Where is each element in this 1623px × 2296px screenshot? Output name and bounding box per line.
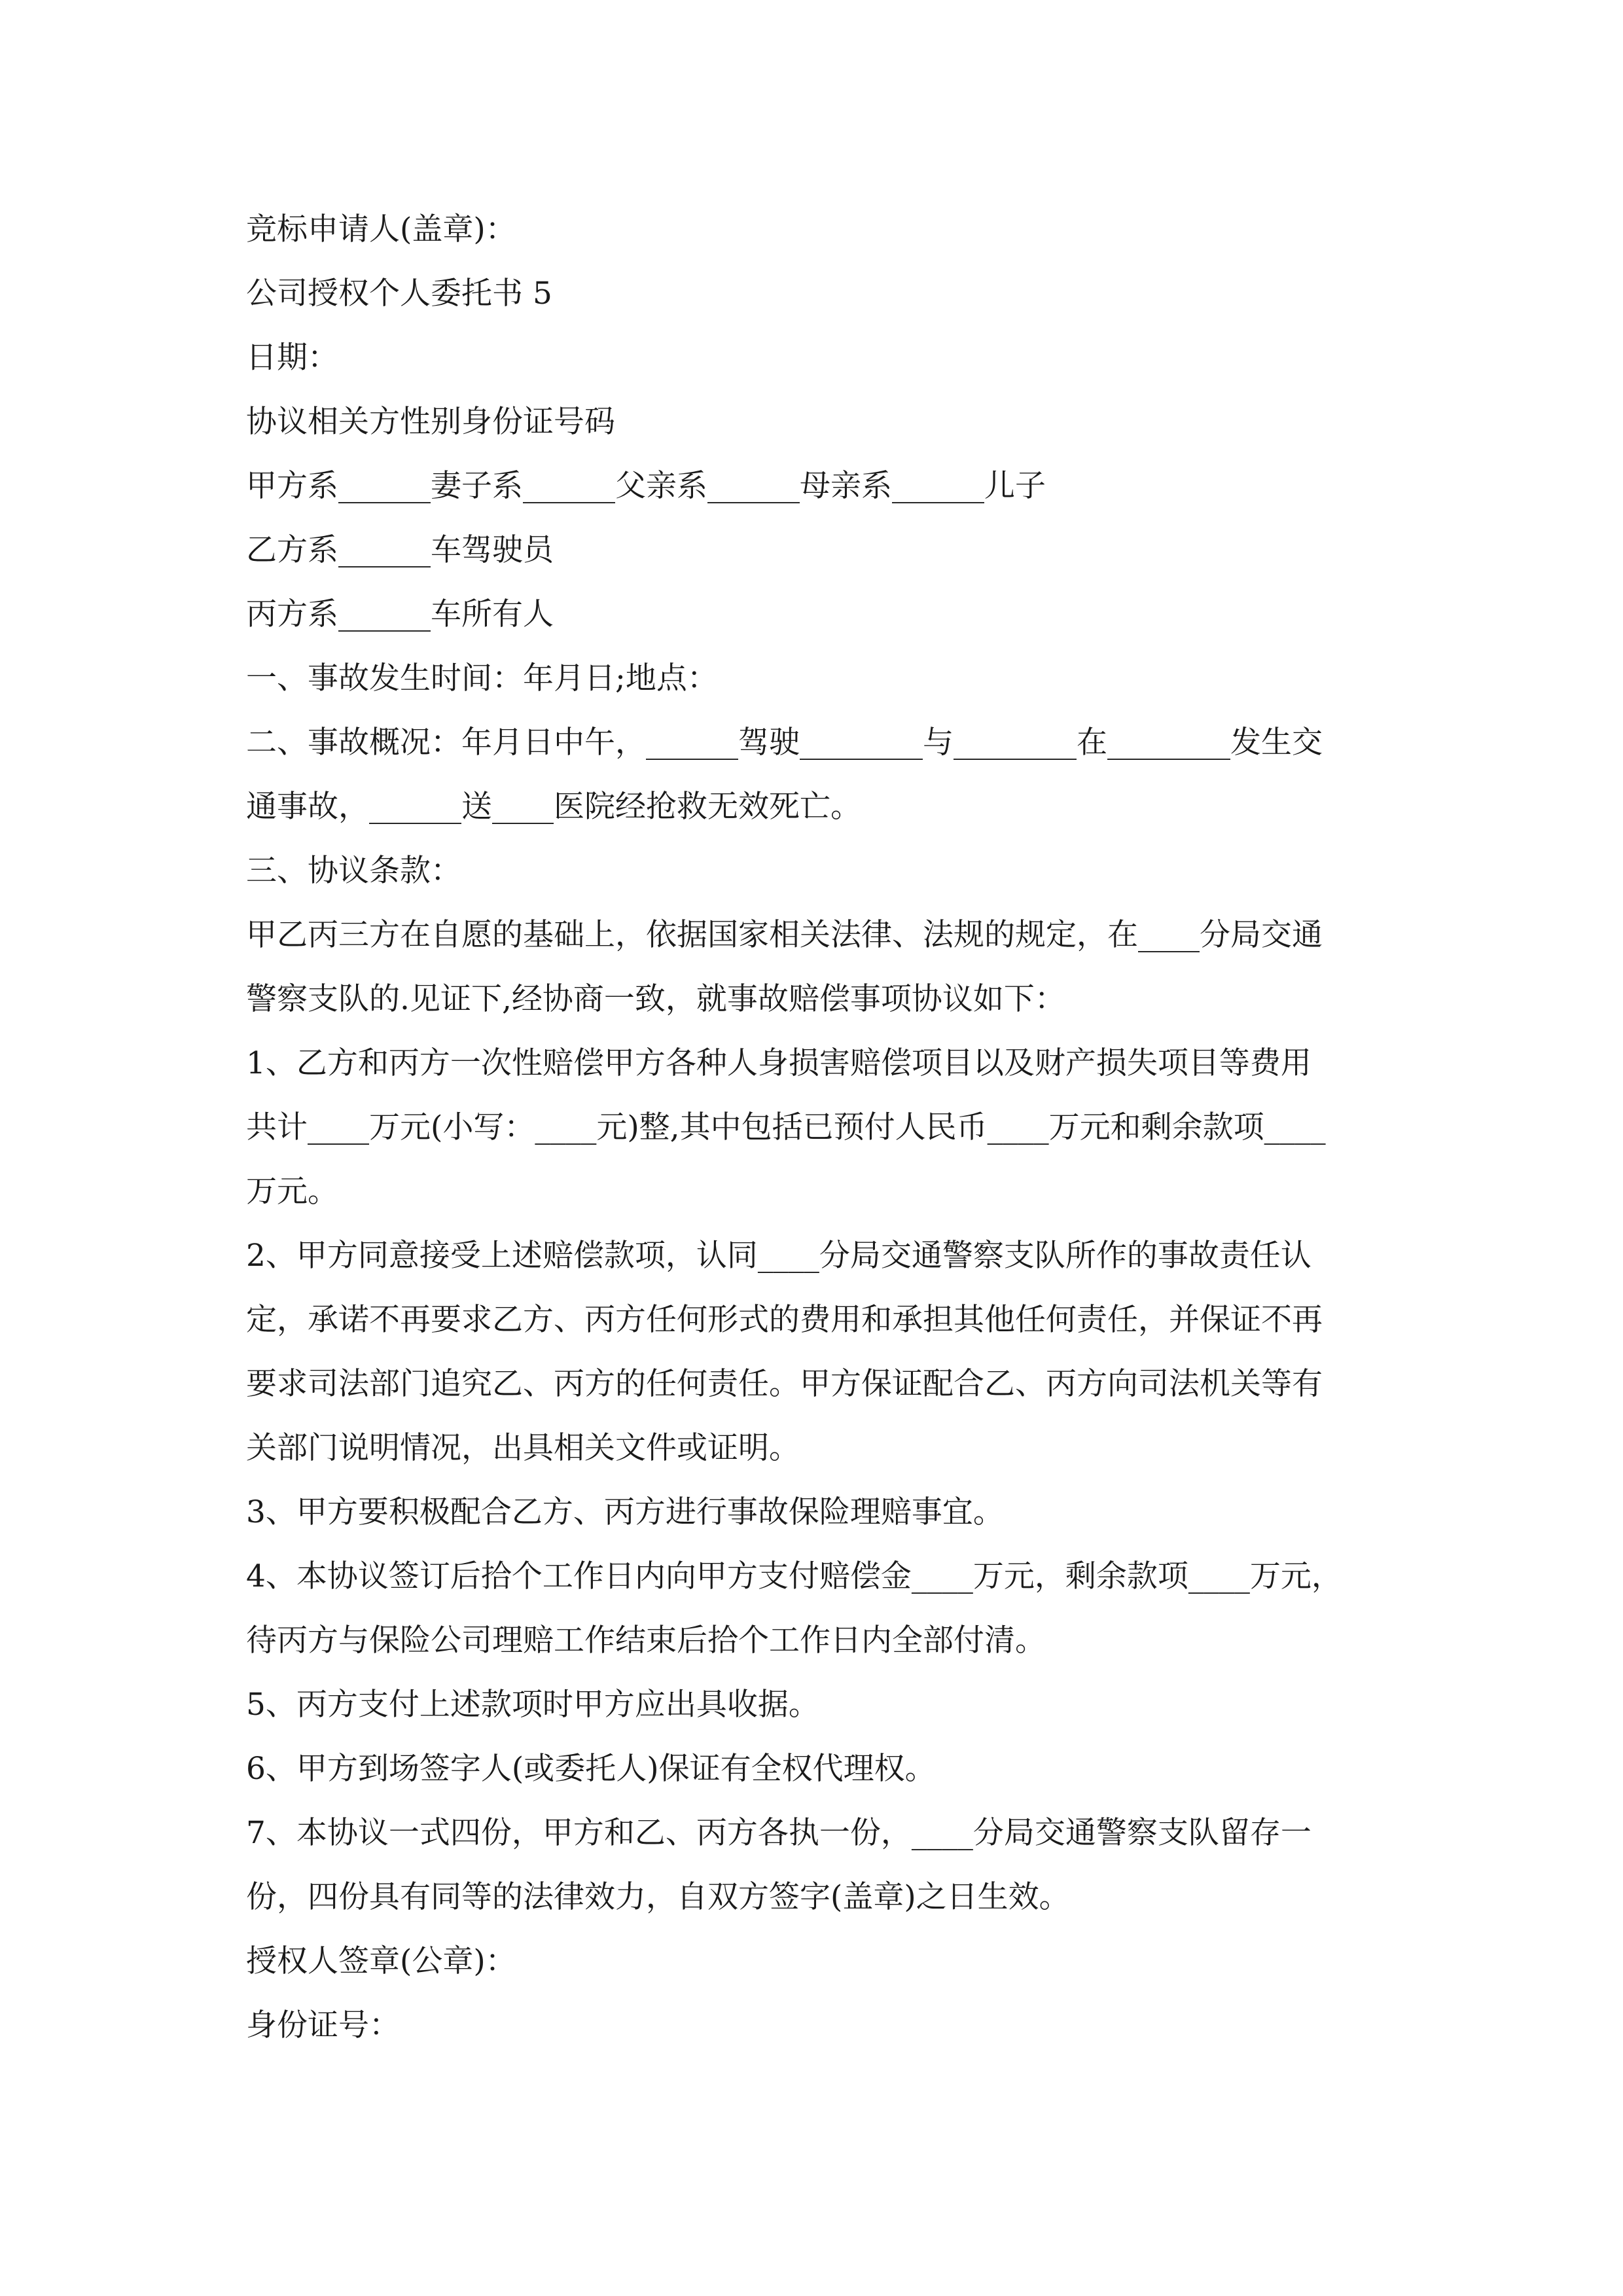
terms-intro-continued: 警察支队的.见证下,经协商一致，就事故赔偿事项协议如下： — [246, 981, 1065, 1017]
clause-1: 1、乙方和丙方一次性赔偿甲方各种人身损害赔偿项目以及财产损失项目等费用 — [246, 1045, 1311, 1081]
document-title: 公司授权个人委托书 5 — [246, 276, 552, 312]
clause-6: 6、甲方到场签字人(或委托人)保证有全权代理权。 — [246, 1751, 936, 1787]
clause-4-continued: 待丙方与保险公司理赔工作结束后拾个工作日内全部付清。 — [246, 1623, 1046, 1659]
party-a-line: 甲方系______妻子系______父亲系______母亲系______儿子 — [246, 468, 1046, 504]
clause-3: 3、甲方要积极配合乙方、丙方进行事故保险理赔事宜。 — [246, 1494, 1004, 1530]
clause-1-end: 万元。 — [246, 1174, 338, 1210]
section-2-accident-overview: 二、事故概况：年月日中午，______驾驶________与________在________发生交 — [246, 725, 1323, 761]
terms-intro: 甲乙丙三方在自愿的基础上，依据国家相关法律、法规的规定，在____分局交通 — [246, 917, 1323, 953]
section-2-continued: 通事故，______送____医院经抢救无效死亡。 — [246, 789, 861, 825]
date-line: 日期： — [246, 340, 338, 376]
clause-1-continued: 共计____万元(小写：____元)整,其中包括已预付人民币____万元和剩余款项____ — [246, 1109, 1326, 1145]
clause-4: 4、本协议签订后拾个工作日内向甲方支付赔偿金____万元，剩余款项____万元， — [246, 1558, 1342, 1594]
parties-header: 协议相关方性别身份证号码 — [246, 404, 615, 440]
party-b-line: 乙方系______车驾驶员 — [246, 532, 554, 568]
clause-5: 5、丙方支付上述款项时甲方应出具收据。 — [246, 1687, 819, 1723]
clause-2-continued-2: 要求司法部门追究乙、丙方的任何责任。甲方保证配合乙、丙方向司法机关等有 — [246, 1366, 1323, 1402]
id-number-line: 身份证号： — [246, 2007, 400, 2043]
section-3-terms-heading: 三、协议条款： — [246, 853, 461, 889]
clause-2-continued-1: 定，承诺不再要求乙方、丙方任何形式的费用和承担其他任何责任，并保证不再 — [246, 1302, 1323, 1338]
clause-7: 7、本协议一式四份，甲方和乙、丙方各执一份，____分局交通警察支队留存一 — [246, 1815, 1311, 1851]
party-c-line: 丙方系______车所有人 — [246, 596, 554, 632]
clause-7-continued: 份，四份具有同等的法律效力，自双方签字(盖章)之日生效。 — [246, 1879, 1070, 1915]
document-body — [246, 198, 1378, 2058]
bidder-seal-line: 竞标申请人(盖章)： — [246, 211, 516, 247]
clause-2: 2、甲方同意接受上述赔偿款项，认同____分局交通警察支队所作的事故责任认 — [246, 1238, 1311, 1274]
clause-2-end: 关部门说明情况，出具相关文件或证明。 — [246, 1430, 800, 1466]
grantor-signature-line: 授权人签章(公章)： — [246, 1943, 516, 1979]
section-1-accident-time: 一、事故发生时间：年月日;地点： — [246, 660, 718, 696]
